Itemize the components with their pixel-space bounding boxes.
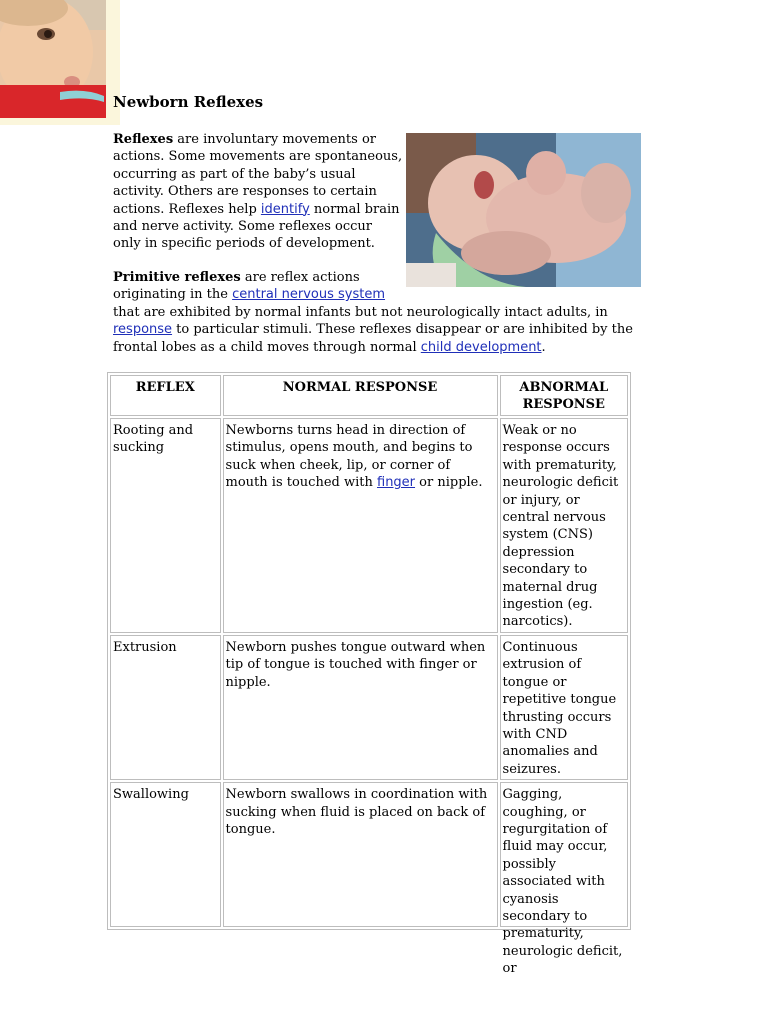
response-link[interactable]: response [113, 322, 173, 338]
central-nervous-system-link[interactable]: central nervous system [232, 287, 386, 303]
table-row [110, 782, 628, 927]
table-header-row [110, 375, 628, 416]
newborn-photo [406, 133, 641, 287]
child-development-link[interactable]: child development [420, 339, 542, 355]
intro-text: are involuntary movements or actions. Some movements are spontaneous, occurring as part of the baby’s usual activity. Others are responses to certain actions. Reflexes help [113, 132, 403, 217]
abnormal-response-cell [500, 782, 628, 977]
normal-response-cell: Newborn swallows in coordination with sucking when fluid is placed on back of tongue. [223, 782, 498, 927]
identify-link[interactable]: identify [260, 201, 310, 217]
normal-response-text-end: or nipple. [415, 475, 483, 491]
primitive-text-3: to particular stimuli. These reflexes disappear or are inhibited by the frontal lobes as a child moves through normal [113, 322, 633, 355]
primitive-reflexes-paragraph [113, 269, 658, 356]
primitive-reflexes-term: Primitive reflexes [113, 270, 241, 285]
page-title: Newborn Reflexes [113, 93, 264, 111]
reflex-table [107, 372, 631, 977]
intro-paragraph [113, 131, 403, 253]
abnormal-response-text: Gagging, coughing, or regurgitation of fluid may occur, possibly associated with cyanosis secondary to prematurity, neurologic deficit, or [502, 787, 623, 977]
finger-link[interactable]: finger [377, 475, 416, 491]
normal-response-text: Newborns turns head in direction of stimulus, opens mouth, and begins to suck when cheek, lip, or corner of mouth is touched with [225, 423, 473, 491]
primitive-text-4: . [541, 339, 546, 355]
reflex-name: Rooting and sucking [110, 418, 221, 633]
header-abnormal-response: ABNORMAL RESPONSE [500, 375, 628, 416]
header-reflex: REFLEX [110, 375, 221, 416]
reflexes-term: Reflexes [113, 132, 174, 147]
reflex-name: Extrusion [110, 635, 221, 780]
primitive-text-2: that are exhibited by normal infants but not neurologically intact adults, in [113, 304, 608, 320]
normal-response-cell: Newborn pushes tongue outward when tip of tongue is touched with finger or nipple. [223, 635, 498, 780]
normal-response-cell [223, 418, 498, 633]
abnormal-response-cell: Continuous extrusion of tongue or repetitive tongue thrusting occurs with CND anomalies and seizures. [500, 635, 628, 780]
table-row [110, 418, 628, 633]
intro-text-end: normal brain and nerve activity. Some reflexes occur only in specific periods of development. [113, 201, 400, 252]
baby-feeding-photo [0, 0, 120, 125]
table-row [110, 635, 628, 780]
primitive-first-lines [113, 269, 403, 304]
primitive-text: are reflex actions originating in the [113, 270, 360, 303]
abnormal-response-cell: Weak or no response occurs with prematurity, neurologic deficit or injury, or central nervous system (CNS) depression secondary to maternal drug ingestion (eg. narcotics). [500, 418, 628, 633]
reflex-name: Swallowing [110, 782, 221, 927]
header-normal-response: NORMAL RESPONSE [223, 375, 498, 416]
